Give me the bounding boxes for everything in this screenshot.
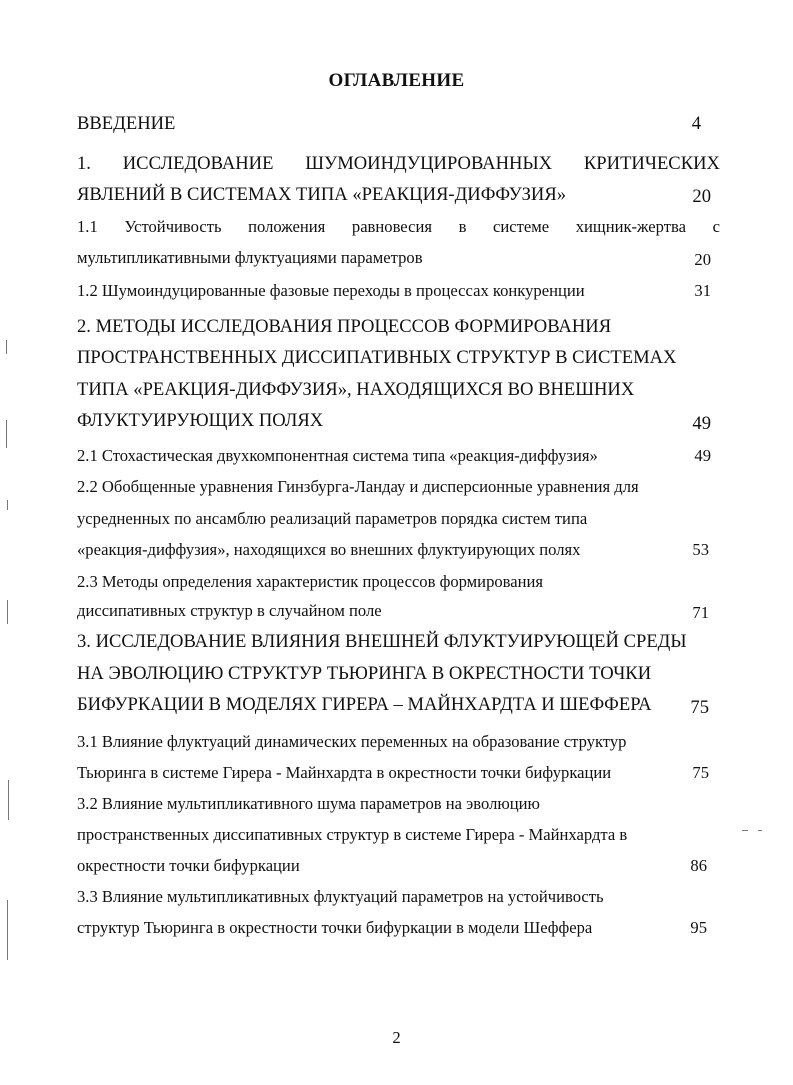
scan-speck (7, 600, 8, 624)
toc-s3-1-line: Тьюринга в системе Гирера - Майнхардта в окрестности точки бифуркации (77, 763, 612, 782)
toc-s3-2-page: 86 (690, 856, 707, 875)
toc-s2-2-line: 2.2 Обобщенные уравнения Гинзбурга-Ландау и дисперсионные уравнения для (77, 477, 639, 496)
toc-s2-1-page: 49 (694, 446, 711, 465)
toc-ch2-page: 49 (692, 413, 711, 434)
toc-intro-title: ВВЕДЕНИЕ (77, 113, 176, 134)
toc-ch2-line: ФЛУКТУИРУЮЩИХ ПОЛЯХ (77, 410, 324, 431)
toc-s3-2-line: 3.2 Влияние мультипликативного шума параметров на эволюцию (77, 794, 540, 813)
page-number: 2 (392, 1028, 401, 1047)
toc-s3-3-line: 3.3 Влияние мультипликативных флуктуаций параметров на устойчивость (77, 887, 604, 906)
toc-s3-2-line: пространственных диссипативных структур в системе Гирера - Майнхардта в (77, 825, 628, 844)
scan-speck (6, 340, 7, 354)
toc-s1-1-word: с (712, 217, 720, 236)
toc-s3-1-line: 3.1 Влияние флуктуаций динамических переменных на образование структур (77, 732, 627, 751)
toc-s1-1-word: равновесия (351, 217, 432, 236)
scan-speck (6, 420, 7, 448)
page-title: ОГЛАВЛЕНИЕ (328, 70, 465, 91)
toc-ch2-line: 2. МЕТОДЫ ИССЛЕДОВАНИЯ ПРОЦЕССОВ ФОРМИРОВАНИЯ (77, 316, 612, 337)
toc-ch1-word: ИССЛЕДОВАНИЕ (122, 153, 274, 174)
toc-ch1-line1 (77, 154, 720, 174)
toc-ch1-word: ШУМОИНДУЦИРОВАННЫХ (305, 153, 553, 174)
toc-ch2-line: ПРОСТРАНСТВЕННЫХ ДИССИПАТИВНЫХ СТРУКТУР В СИСТЕМАХ (77, 347, 677, 368)
toc-s1-1-page: 20 (694, 250, 711, 269)
toc-ch3-page: 75 (690, 697, 709, 718)
toc-ch1-page: 20 (692, 186, 711, 207)
toc-s1-1-word: хищник-жертва (575, 217, 686, 236)
toc-s2-2-line: «реакция-диффузия», находящихся во внешних флуктуирующих полях (77, 540, 581, 559)
toc-s3-3-line: структур Тьюринга в окрестности точки бифуркации в модели Шеффера (77, 918, 593, 937)
toc-ch3-line: БИФУРКАЦИИ В МОДЕЛЯХ ГИРЕРА – МАЙНХАРДТА И ШЕФФЕРА (77, 694, 652, 715)
scan-speck (7, 500, 8, 510)
toc-s1-1-word: Устойчивость (124, 217, 222, 236)
toc-s2-2-line: усредненных по ансамблю реализаций параметров порядка систем типа (77, 509, 588, 528)
toc-s1-1-line1 (77, 217, 720, 237)
toc-s2-2-page: 53 (692, 540, 709, 559)
toc-ch1-word: 1. (77, 153, 91, 174)
toc-ch3-line: 3. ИССЛЕДОВАНИЕ ВЛИЯНИЯ ВНЕШНЕЙ ФЛУКТУИРУЮЩЕЙ СРЕДЫ (77, 631, 687, 652)
toc-s1-1-word: системе (493, 217, 550, 236)
toc-ch2-line: ТИПА «РЕАКЦИЯ-ДИФФУЗИЯ», НАХОДЯЩИХСЯ ВО ВНЕШНИХ (77, 379, 635, 400)
toc-s3-1-page: 75 (692, 763, 709, 782)
toc-ch1-line2: ЯВЛЕНИЙ В СИСТЕМАХ ТИПА «РЕАКЦИЯ-ДИФФУЗИЯ» (77, 184, 567, 205)
toc-s2-3-page: 71 (692, 603, 709, 622)
scan-speck (8, 780, 9, 820)
toc-s1-1-word: в (458, 217, 467, 236)
toc-ch1-word: КРИТИЧЕСКИХ (583, 153, 720, 174)
toc-intro-page: 4 (691, 113, 701, 134)
toc-s3-2-line: окрестности точки бифуркации (77, 856, 300, 875)
toc-s1-1-word: 1.1 (77, 217, 98, 236)
toc-s2-3-line: диссипативных структур в случайном поле (77, 601, 382, 620)
toc-s1-1-word: положения (248, 217, 326, 236)
toc-s1-1-line2: мультипликативными флуктуациями параметров (77, 248, 423, 267)
toc-s2-1-title: 2.1 Стохастическая двухкомпонентная система типа «реакция-диффузия» (77, 446, 598, 465)
toc-s1-2-title: 1.2 Шумоиндуцированные фазовые переходы в процессах конкуренции (77, 281, 585, 300)
scan-speck (742, 830, 748, 831)
scan-speck (758, 830, 762, 831)
toc-s1-2-page: 31 (694, 281, 711, 300)
scan-speck (7, 900, 8, 960)
toc-ch3-line: НА ЭВОЛЮЦИЮ СТРУКТУР ТЬЮРИНГА В ОКРЕСТНОСТИ ТОЧКИ (77, 663, 652, 684)
toc-s3-3-page: 95 (690, 918, 707, 937)
toc-s2-3-line: 2.3 Методы определения характеристик процессов формирования (77, 572, 544, 591)
